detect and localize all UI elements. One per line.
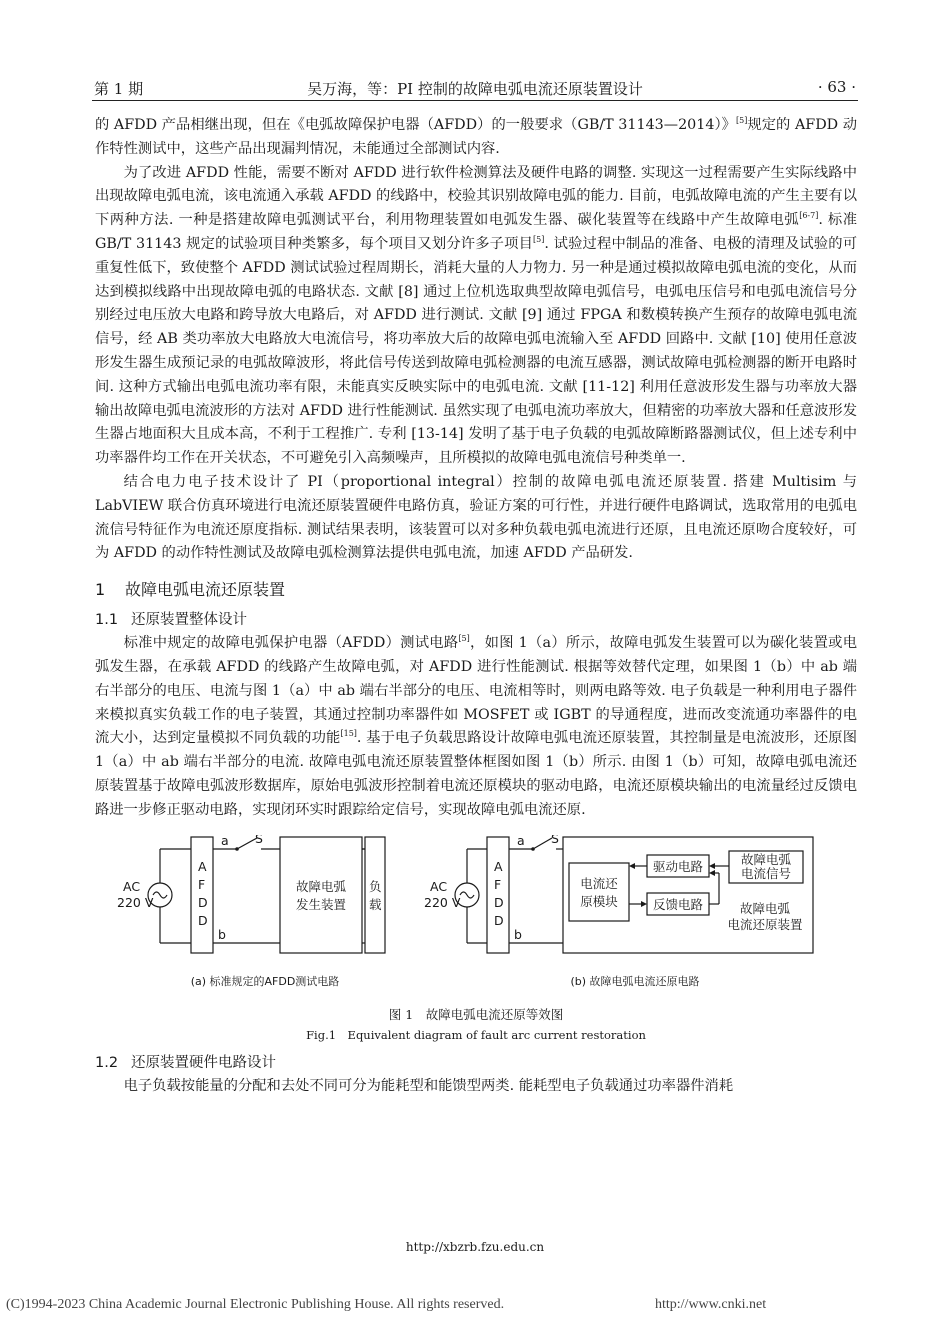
signal-line1: 故障电弧 [740,851,792,867]
switch-label: S [551,834,559,846]
text-run: 规定的 AFDD 动作特性测试中，这些产品出现漏判情况，未能通过全部测试内容. [95,117,858,157]
ac-label-a: AC [123,878,141,894]
feedback-circuit-label: 反馈电路 [652,896,704,912]
figure-1-caption-zh: 图 1 故障电弧电流还原等效图 [388,1006,564,1022]
figure-1b-caption: (b) 故障电弧电流还原电路 [570,974,700,988]
current-module-box [569,863,629,921]
voltage-label-b: 220 V [424,894,461,910]
load-line2: 载 [369,896,382,912]
load-line1: 负 [369,878,382,894]
running-title: 吴万海，等：PI 控制的故障电弧电流还原装置设计 [307,80,643,98]
paragraph-intro-2: 结合电力电子技术设计了 PI（proportional integral）控制的故障电弧电流还原装置. 搭建 Multisim 与 LabVIEW 联合仿真环境进行电流还原装置硬件电路仿真，验证方案的可行性，并进行硬件电路调试，选取常用的电弧电流信号特征作为电流还原度指标. 测试结果表明，该装置可以对多种负载电弧电流进行还原，且电流还原吻合度较好，可为 AFDD 的动作特性测试及故障电弧检测算法提供电弧电流，加速 AFDD 产品研发. [95,473,857,562]
voltage-label-a: 220 V [117,894,154,910]
cnki-link[interactable]: http://www.cnki.net [655,1297,767,1312]
section-title: 故障电弧电流还原装置 [125,580,286,600]
figure-1-diagram [95,835,857,1005]
copyright-notice: (C)1994-2023 China Academic Journal Electronic Publishing House. All rights reserved. [6,1297,505,1312]
text-run: 的 AFDD 产品相继出现，但在《电弧故障保护电器（AFDD）的一般要求（GB/T 31143—2014）》 [95,117,737,133]
citation[interactable]: [5] [533,235,545,245]
citation[interactable]: [5] [736,116,748,126]
arc-box-line1: 故障电弧 [295,878,347,894]
ac-label-b: AC [430,878,448,894]
afdd-letter: A [198,858,207,874]
figure-1a-caption: (a) 标准规定的AFDD测试电路 [190,974,340,988]
arc-box-line2: 发生装置 [295,896,347,912]
afdd-letter: D [198,894,208,910]
load-box [365,837,385,953]
subsection-title: 还原装置硬件电路设计 [131,1054,276,1071]
text-run: ，如图 1（a）所示，故障电弧发生装置可以为碳化装置或电弧发生器，在承载 AFDD 的线路产生故障电弧，对 AFDD 进行性能测试. 根据等效替代定理，如果图 1（b）中 ab 端右半部分的电压、电流与图 1（a）中 ab 端右半部分的电压、电流相等时，则两电路等效. 电子负载是一种利用电子器件来模拟真实负载工作的电子装置，其通过控制功率器件如 MOSFET 或 IGBT 的导通程度，进而改变流通功率器件的电流大小，达到定量模拟不同负载的功能 [95,635,857,747]
arc-generator-box [280,837,362,953]
citation[interactable]: [5] [458,634,470,644]
module-line2: 原模块 [580,893,618,909]
module-line1: 电流还 [580,875,618,891]
afdd-letter: A [494,858,503,874]
drive-circuit-label: 驱动电路 [652,858,704,874]
issue-number: 第 1 期 [94,80,144,98]
signal-line2: 电流信号 [740,865,792,881]
section-heading-1 [95,578,857,602]
afdd-letter: F [494,876,502,892]
afdd-letter: D [494,894,504,910]
node-a-label: a [221,834,229,848]
paragraph-1-2: 电子负载按能量的分配和去处不同可分为能耗型和能馈型两类. 能耗型电子负载通过功率器件消耗 [123,1077,734,1094]
article-body [95,114,857,1098]
paragraph-1-1 [95,632,857,822]
page-header [92,74,858,101]
subsection-heading-1-2 [95,1051,857,1075]
figure-1-caption-en: Fig.1 Equivalent diagram of fault arc current restoration [306,1027,646,1042]
device-line1: 故障电弧 [739,900,791,916]
citation[interactable]: [6-7] [799,211,819,221]
paragraph-intro-0 [95,114,857,162]
afdd-letter: D [494,912,504,928]
subsection-number: 1.2 [95,1054,119,1071]
text-run: . 基于电子负载思路设计故障电弧电流还原装置，其控制量是电流波形，还原图 1（a）中 ab 端右半部分的电流. 故障电弧电流还原装置整体框图如图 1（b）所示. 由图 1（b）可知，故障电弧电流还原装置基于故障电弧波形数据库，原始电弧波形控制着电流还原模块的驱动电路，电流还原模块输出的电流量经过反馈电路进一步修正驱动电路，实现闭环实时跟踪给定信号，实现故障电弧电流还原. [95,730,857,818]
afdd-letter: D [198,912,208,928]
afdd-letter: F [198,876,206,892]
device-line2: 电流还原装置 [727,916,803,932]
subsection-number: 1.1 [95,612,119,629]
text-run: . 标准 GB/T 31143 规定的试验项目种类繁多，每个项目又划分许多子项目 [95,212,857,252]
paragraph-intro-1 [95,162,857,471]
subsection-title: 还原装置整体设计 [131,612,247,629]
page-number: · 63 · [817,78,856,96]
citation[interactable]: [15] [340,729,357,739]
node-b-label: b [514,926,522,942]
text-run: 标准中规定的故障电弧保护电器（AFDD）测试电路 [123,635,459,652]
text-run: . 试验过程中制品的准备、电极的清理及试验的可重复性低下，致使整个 AFDD 测试试验过程周期长，消耗大量的人力物力. 另一种是通过模拟故障电弧电流的变化，从而达到模拟线路中出现故障电弧的电路状态. 文献 [8] 通过上位机选取典型故障电弧信号，电弧电压信号和电弧电流信号分别经过电压放大电路和跨导放大电路后，对 AFDD 进行测试. 文献 [9] 通过 FPGA 和数模转换产生预存的故障电弧电流信号，经 AB 类功率放大电路放大电流信号，将功率放大后的故障电弧电流输入至 AFDD 回路中. 文献 [10] 使用任意波形发生器生成预记录的电弧故障波形，将此信号传送到故障电弧检测器的电流互感器，测试故障电弧检测器的断开电路时间. 这种方式输出电弧电流功率有限，未能真实反映实际中的电弧电流. 文献 [11-12] 利用任意波形发生器与功率放大器输出故障电弧电流波形的方法对 AFDD 进行性能测试. 虽然实现了电弧电流功率放大，但精密的功率放大器和任意波形发生器占地面积大且成本高，不利于工程推广. 专利 [13-14] 发明了基于电子负载的电弧故障断路器测试仪，但上述专利中功率器件均工作在开关状态，不可避免引入高频噪声，且所模拟的故障电弧电流信号种类单一. [95,235,857,467]
switch-label: S [255,834,263,846]
node-a-label: a [517,834,525,848]
text-run: 为了改进 AFDD 性能，需要不断对 AFDD 进行软件检测算法及硬件电路的调整. 实现这一过程需要产生实际线路中出现故障电弧电流，该电流通入承载 AFDD 的线路中，校验其识别故障电弧的能力. 目前，电弧故障电流的产生主要有以下两种方法. 一种是搭建故障电弧测试平台，利用物理装置如电弧发生器、碳化装置等在线路中产生故障电弧 [95,164,857,229]
subsection-heading-1-1 [95,608,857,632]
node-b-label: b [218,926,226,942]
footer-url[interactable]: http://xbzrb.fzu.edu.cn [405,1240,545,1254]
section-number: 1 [95,580,106,600]
figure-1 [95,835,857,1005]
